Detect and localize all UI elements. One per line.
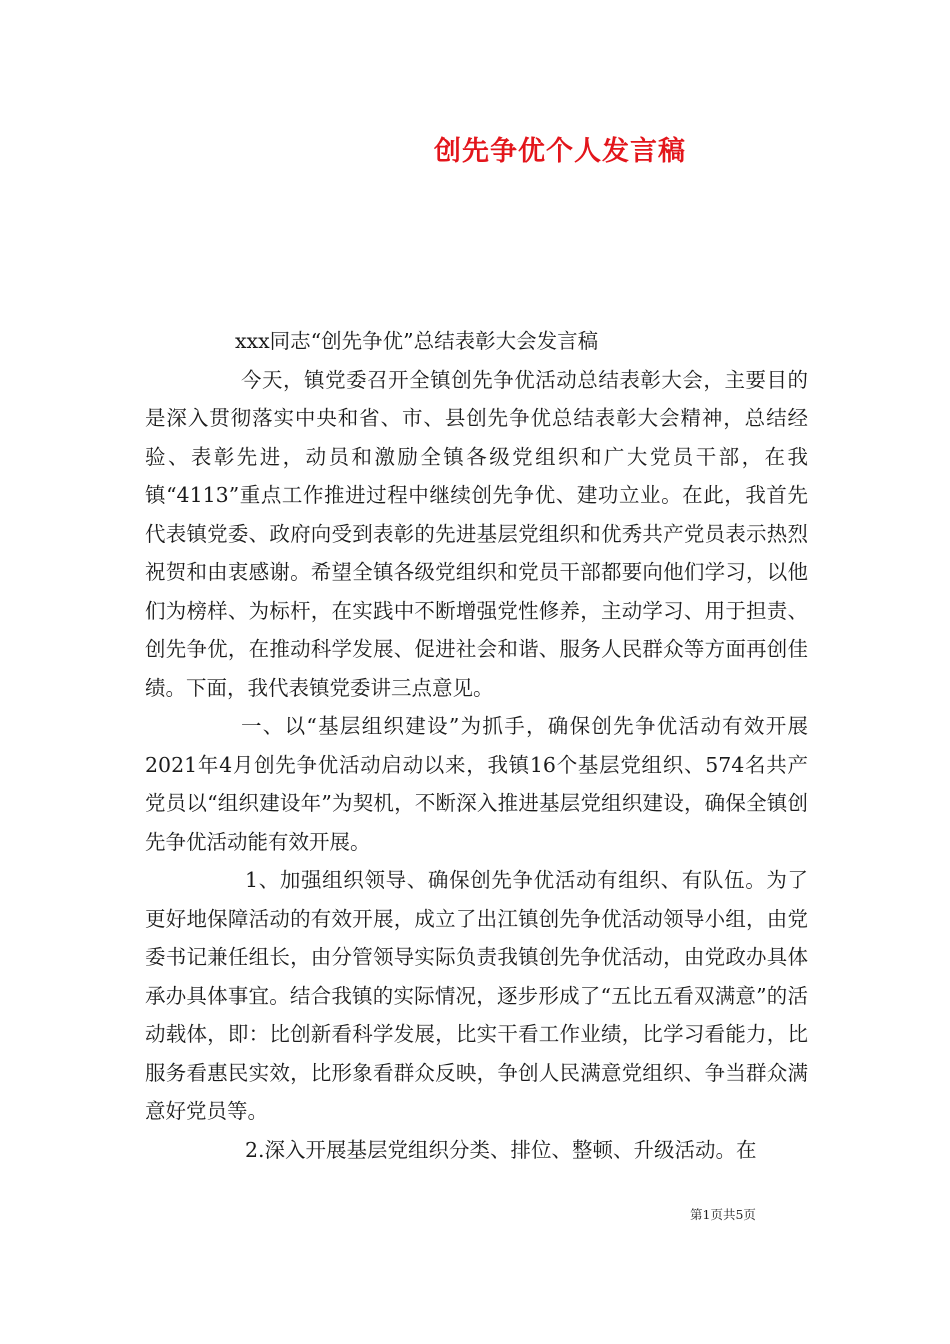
paragraph-point-one: 1、加强组织领导、确保创先争优活动有组织、有队伍。为了更好地保障活动的有效开展，成立了出江镇创先争优活动领导小组，由党委书记兼任组长，由分管领导实际负责我镇创先争优活动，由党政办具体承办具体事宜。结合我镇的实际情况，逐步形成了“五比五看双满意”的活动载体，即：比创新看科学发展，比实干看工作业绩，比学习看能力，比服务看惠民实效，比形象看群众反映，争创人民满意党组织、争当群众满意好党员等。 bbox=[145, 868, 808, 1123]
paragraph-point-two: 2.深入开展基层党组织分类、排位、整顿、升级活动。在 bbox=[245, 1137, 757, 1162]
paragraph-section-one: 一、以“基层组织建设”为抓手，确保创先争优活动有效开展2021年4月创先争优活动启动以来，我镇16个基层党组织、574名共产党员以“组织建设年”为契机，不断深入推进基层党组织建设，确保全镇创先争优活动能有效开展。 bbox=[145, 714, 808, 854]
page-number-footer: 第1页共5页 bbox=[690, 1207, 756, 1222]
document-body bbox=[145, 322, 808, 1169]
document-subtitle: xxx同志“创先争优”总结表彰大会发言稿 bbox=[235, 329, 599, 353]
paragraph-opening: 今天，镇党委召开全镇创先争优活动总结表彰大会，主要目的是深入贯彻落实中央和省、市、县创先争优总结表彰大会精神，总结经验、表彰先进，动员和激励全镇各级党组织和广大党员干部，在我镇“4113”重点工作推进过程中继续创先争优、建功立业。在此，我首先代表镇党委、政府向受到表彰的先进基层党组织和优秀共产党员表示热烈祝贺和由衷感谢。希望全镇各级党组织和党员干部都要向他们学习，以他们为榜样、为标杆，在实践中不断增强党性修养，主动学习、用于担责、创先争优，在推动科学发展、促进社会和谐、服务人民群众等方面再创佳绩。下面，我代表镇党委讲三点意见。 bbox=[145, 367, 808, 700]
page-title: 创先争优个人发言稿 bbox=[434, 136, 686, 167]
